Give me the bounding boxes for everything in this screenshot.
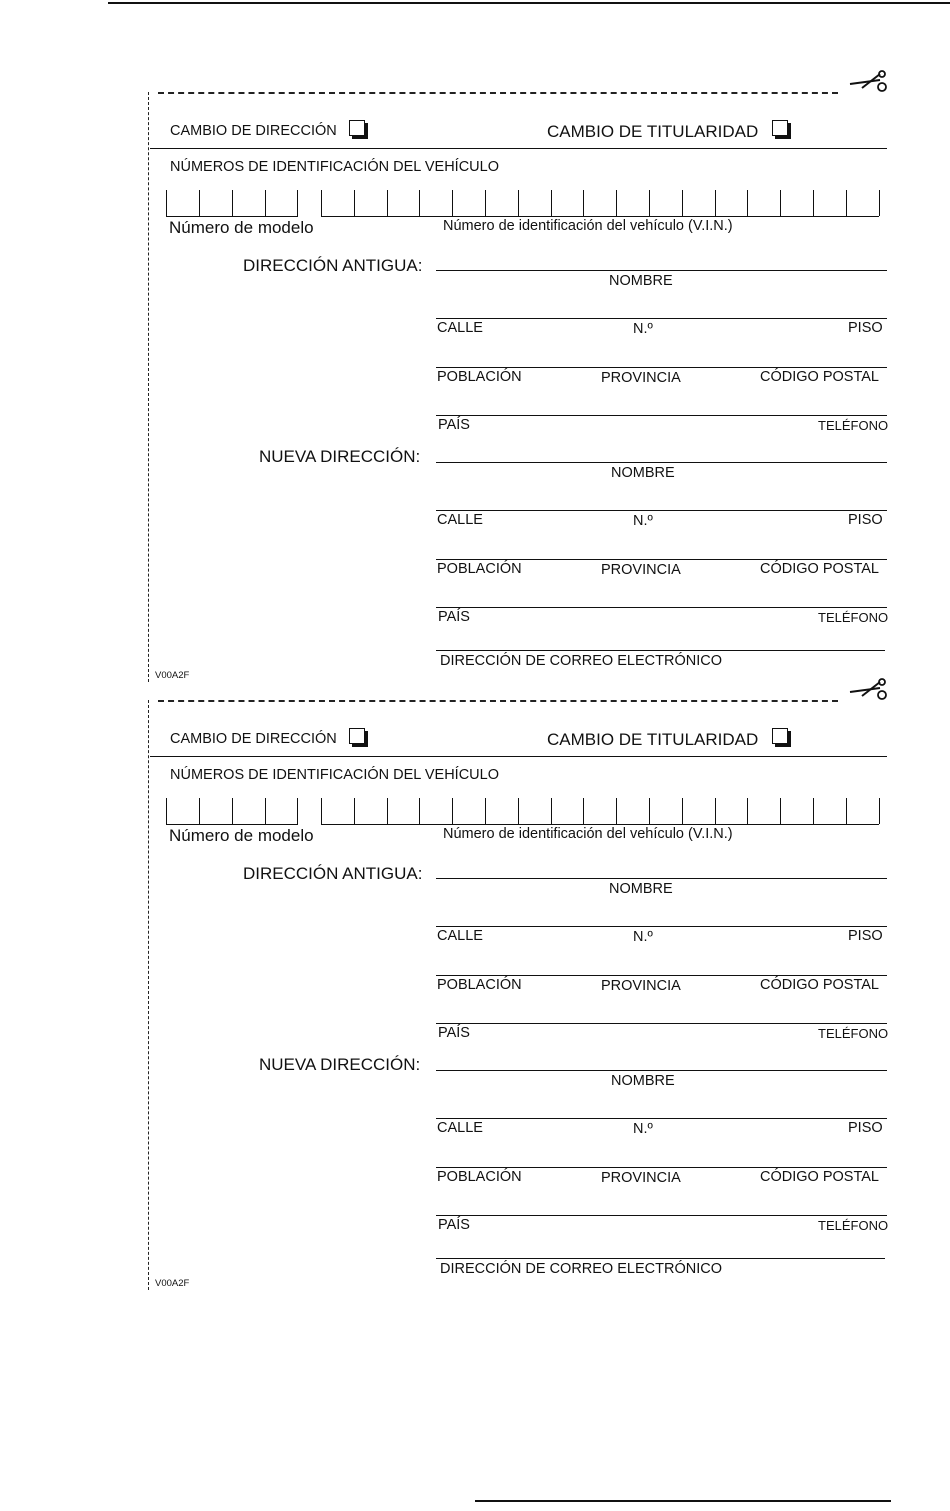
divider (150, 148, 887, 149)
address-change-form (0, 0, 950, 681)
new-phone-label: TELÉFONO (818, 1218, 889, 1233)
new-name-label: NOMBRE (611, 1073, 675, 1089)
new-name-line[interactable] (436, 462, 887, 463)
old-country-label: PAÍS (438, 417, 470, 433)
new-country-line[interactable] (436, 1215, 887, 1216)
email-label: DIRECCIÓN DE CORREO ELECTRÓNICO (440, 1261, 722, 1277)
new-street-line[interactable] (436, 1118, 887, 1119)
new-street-label: CALLE (437, 1120, 483, 1136)
old-postal-label: CÓDIGO POSTAL (760, 977, 879, 993)
old-phone-label: TELÉFONO (818, 418, 889, 433)
form-code: V00A2F (155, 1278, 190, 1289)
old-floor-label: PISO (848, 928, 883, 944)
new-city-label: POBLACIÓN (437, 561, 522, 577)
new-province-label: PROVINCIA (601, 562, 681, 578)
vehicle-id-heading: NÚMEROS DE IDENTIFICACIÓN DEL VEHÍCULO (170, 159, 499, 175)
model-number-boxes[interactable] (166, 798, 298, 825)
model-number-label: Número de modelo (169, 826, 314, 845)
cambio-direccion-checkbox[interactable] (349, 120, 365, 136)
old-address-label: DIRECCIÓN ANTIGUA: (243, 864, 423, 883)
cambio-direccion-checkbox[interactable] (349, 728, 365, 744)
scissors-icon (848, 70, 888, 98)
new-country-label: PAÍS (438, 1217, 470, 1233)
vehicle-id-heading: NÚMEROS DE IDENTIFICACIÓN DEL VEHÍCULO (170, 767, 499, 783)
left-cut-guide (148, 700, 149, 1290)
address-change-form (0, 608, 950, 1289)
new-name-line[interactable] (436, 1070, 887, 1071)
left-cut-guide (148, 92, 149, 682)
old-name-line[interactable] (436, 270, 887, 271)
old-province-label: PROVINCIA (601, 370, 681, 386)
cut-line (158, 92, 838, 94)
vin-label: Número de identificación del vehículo (V.I.N.) (443, 826, 733, 842)
new-floor-label: PISO (848, 512, 883, 528)
form-code: V00A2F (155, 670, 190, 681)
old-number-label: N.º (633, 929, 653, 945)
cambio-titularidad-label: CAMBIO DE TITULARIDAD (547, 730, 759, 749)
new-address-label: NUEVA DIRECCIÓN: (259, 1055, 421, 1074)
old-floor-label: PISO (848, 320, 883, 336)
new-postal-label: CÓDIGO POSTAL (760, 1169, 879, 1185)
cambio-titularidad-label: CAMBIO DE TITULARIDAD (547, 122, 759, 141)
old-street-label: CALLE (437, 928, 483, 944)
new-street-label: CALLE (437, 512, 483, 528)
vin-label: Número de identificación del vehículo (V.I.N.) (443, 218, 733, 234)
new-country-label: PAÍS (438, 609, 470, 625)
old-city-line[interactable] (436, 975, 887, 976)
vin-boxes[interactable] (321, 190, 879, 217)
email-line[interactable] (436, 1258, 885, 1259)
old-city-label: POBLACIÓN (437, 369, 522, 385)
new-city-label: POBLACIÓN (437, 1169, 522, 1185)
old-street-line[interactable] (436, 318, 887, 319)
model-number-boxes[interactable] (166, 190, 298, 217)
old-address-label: DIRECCIÓN ANTIGUA: (243, 256, 423, 275)
divider (150, 756, 887, 757)
new-postal-label: CÓDIGO POSTAL (760, 561, 879, 577)
old-name-line[interactable] (436, 878, 887, 879)
new-province-label: PROVINCIA (601, 1170, 681, 1186)
old-name-label: NOMBRE (609, 273, 673, 289)
scissors-icon (848, 678, 888, 706)
old-street-line[interactable] (436, 926, 887, 927)
new-street-line[interactable] (436, 510, 887, 511)
new-phone-label: TELÉFONO (818, 610, 889, 625)
old-city-line[interactable] (436, 367, 887, 368)
old-country-line[interactable] (436, 1023, 887, 1024)
new-floor-label: PISO (848, 1120, 883, 1136)
old-postal-label: CÓDIGO POSTAL (760, 369, 879, 385)
old-country-label: PAÍS (438, 1025, 470, 1041)
old-number-label: N.º (633, 321, 653, 337)
old-phone-label: TELÉFONO (818, 1026, 889, 1041)
new-city-line[interactable] (436, 1167, 887, 1168)
new-city-line[interactable] (436, 559, 887, 560)
old-country-line[interactable] (436, 415, 887, 416)
cambio-direccion-label: CAMBIO DE DIRECCIÓN (170, 731, 337, 747)
new-name-label: NOMBRE (611, 465, 675, 481)
cut-line (158, 700, 838, 702)
new-number-label: N.º (633, 513, 653, 529)
email-label: DIRECCIÓN DE CORREO ELECTRÓNICO (440, 653, 722, 669)
new-address-label: NUEVA DIRECCIÓN: (259, 447, 421, 466)
new-number-label: N.º (633, 1121, 653, 1137)
bottom-rule (475, 1500, 891, 1502)
vin-boxes[interactable] (321, 798, 879, 825)
old-street-label: CALLE (437, 320, 483, 336)
old-name-label: NOMBRE (609, 881, 673, 897)
cambio-titularidad-checkbox[interactable] (772, 728, 788, 744)
old-city-label: POBLACIÓN (437, 977, 522, 993)
model-number-label: Número de modelo (169, 218, 314, 237)
cambio-direccion-label: CAMBIO DE DIRECCIÓN (170, 123, 337, 139)
cambio-titularidad-checkbox[interactable] (772, 120, 788, 136)
old-province-label: PROVINCIA (601, 978, 681, 994)
